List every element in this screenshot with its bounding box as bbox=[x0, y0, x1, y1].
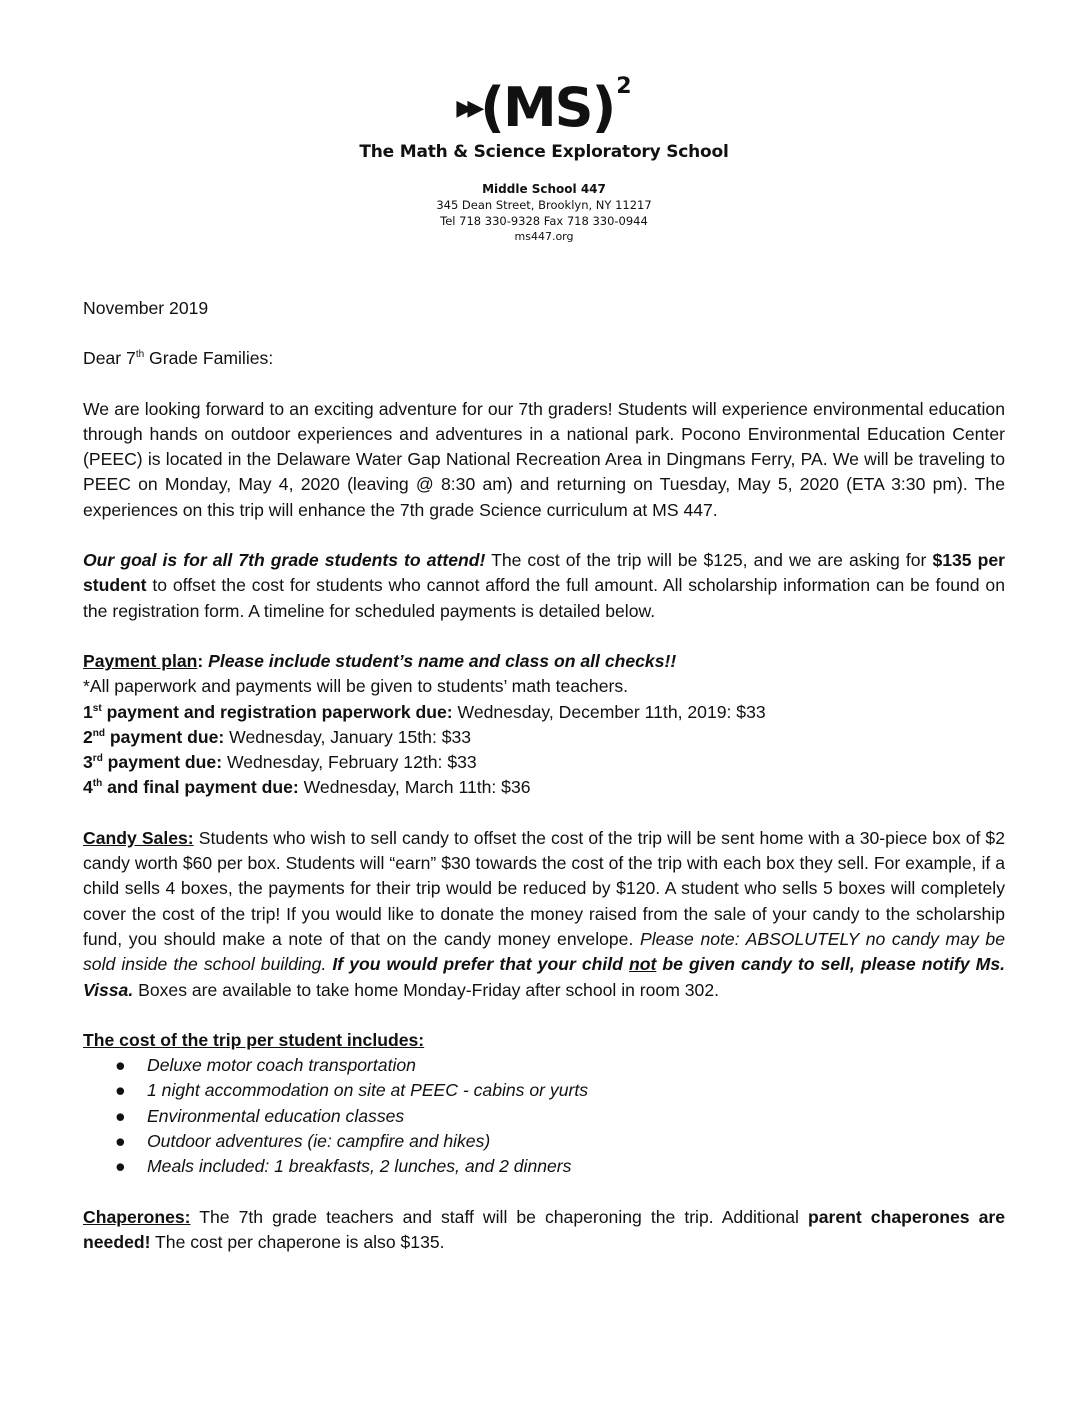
list-item bbox=[83, 1154, 1005, 1179]
includes-section bbox=[83, 1028, 1005, 1180]
paperwork-note: *All paperwork and payments will be given to students’ math teachers. bbox=[83, 676, 629, 697]
payment-label: payment due: bbox=[105, 726, 225, 747]
letter-date: November 2019 bbox=[83, 298, 209, 318]
payment-value: Wednesday, February 12th: $33 bbox=[222, 752, 477, 773]
chaperones-text-2: The cost per chaperone is also $135. bbox=[150, 1231, 445, 1252]
payment-ordinal: rd bbox=[92, 753, 103, 765]
list-item bbox=[83, 1104, 1005, 1129]
logo-superscript: 2 bbox=[616, 74, 632, 99]
salutation-text-end: Grade Families: bbox=[144, 348, 274, 369]
list-item-text: 1 night accommodation on site at PEEC - cabins or yurts bbox=[147, 1080, 589, 1101]
payment-ordinal: th bbox=[92, 778, 103, 790]
chaperones-paragraph bbox=[83, 1205, 1005, 1256]
payment-label: payment and registration paperwork due: bbox=[101, 701, 453, 722]
bullet-icon: ● bbox=[115, 1105, 126, 1126]
bullet-icon: ● bbox=[115, 1131, 126, 1152]
candy-text-2: Boxes are available to take home Monday-Friday after school in room 302. bbox=[133, 979, 720, 1000]
payment-label: and final payment due: bbox=[102, 777, 299, 798]
payment-item bbox=[83, 775, 1005, 800]
payment-number: 1 bbox=[83, 701, 93, 722]
goal-text-1: The cost of the trip will be $125, and we are asking for bbox=[485, 550, 933, 571]
school-phone: Tel 718 330-9328 Fax 718 330-0944 bbox=[440, 214, 648, 228]
candy-notify-not: not bbox=[628, 954, 657, 975]
list-item-text: Meals included: 1 breakfasts, 2 lunches, and 2 dinners bbox=[147, 1156, 572, 1177]
candy-note: Please note: ABSOLUTELY no candy may be sold inside the school building. bbox=[83, 928, 1005, 975]
payment-plan-heading: Payment plan bbox=[83, 650, 198, 671]
intro-paragraph: We are looking forward to an exciting adventure for our 7th graders! Students will experience environmental education through hands on outdoor experiences and adventures in a national park. Pocono Environmental Education Center (PEEC) is located in the Delaware Water Gap National Recreation Area in Dingmans Ferry, PA. We will be traveling to PEEC on Monday, May 4, 2020 (leaving @ 8:30 am) and returning on Tuesday, May 5, 2020 (ETA 3:30 pm). The experiences on this trip will enhance the 7th grade Science curriculum at MS 447. bbox=[83, 398, 1005, 520]
bullet-icon: ● bbox=[115, 1055, 126, 1076]
candy-notify-1: If you would prefer that your child bbox=[326, 954, 629, 975]
payment-label: payment due: bbox=[102, 752, 223, 773]
chaperones-text-1: The 7th grade teachers and staff will be chaperoning the trip. Additional bbox=[190, 1206, 808, 1227]
list-item bbox=[83, 1129, 1005, 1154]
goal-paragraph bbox=[83, 548, 1005, 624]
payment-item bbox=[83, 700, 1005, 725]
payment-ordinal: nd bbox=[92, 727, 106, 739]
letterhead bbox=[0, 74, 1088, 245]
payment-plan-colon: : bbox=[197, 650, 209, 671]
goal-statement: Our goal is for all 7th grade students to attend! bbox=[83, 550, 486, 571]
payment-number: 2 bbox=[83, 726, 93, 747]
candy-notify-2: be given candy to sell, please notify Ms. Vissa. bbox=[83, 954, 1005, 1000]
fast-forward-icon: ▶▶ bbox=[456, 96, 479, 121]
salutation-text: Dear 7 bbox=[83, 348, 136, 369]
payment-value: Wednesday, December 11th, 2019: $33 bbox=[452, 701, 766, 722]
payment-item bbox=[83, 750, 1005, 775]
payment-ordinal: st bbox=[92, 702, 102, 714]
payment-number: 3 bbox=[83, 752, 93, 773]
payment-value: Wednesday, January 15th: $33 bbox=[224, 726, 472, 747]
candy-text-1: Students who wish to sell candy to offset the cost of the trip will be sent home with a 30-piece box of $2 candy worth $60 per box. Students will “earn” $30 towards the cost of the trip with each box they sell. For example, if a child sells 4 boxes, the payments for their trip would be reduced by $120. A student who sells 5 boxes will completely cover the cost of the trip! If you would like to donate the money raised from the sale of your candy to the scholarship fund, you should make a note of that on the candy money envelope. bbox=[83, 827, 1006, 949]
list-item-text: Deluxe motor coach transportation bbox=[147, 1055, 416, 1076]
school-logo bbox=[0, 74, 1088, 142]
includes-list bbox=[83, 1053, 1005, 1179]
bullet-icon: ● bbox=[115, 1080, 126, 1101]
payment-plan-section bbox=[83, 649, 1005, 801]
payment-plan-note: Please include student’s name and class on all checks!! bbox=[208, 650, 677, 671]
list-item-text: Environmental education classes bbox=[147, 1105, 405, 1126]
chaperones-heading: Chaperones: bbox=[83, 1206, 191, 1227]
goal-text-2: to offset the cost for students who cannot afford the full amount. All scholarship information can be found on the registration form. A timeline for scheduled payments is detailed below. bbox=[83, 575, 1005, 621]
list-item-text: Outdoor adventures (ie: campfire and hikes) bbox=[147, 1131, 491, 1152]
salutation-sup: th bbox=[135, 349, 145, 361]
bullet-icon: ● bbox=[115, 1156, 126, 1177]
school-address: 345 Dean Street, Brooklyn, NY 11217 bbox=[436, 198, 652, 212]
logo-text: (MS) bbox=[480, 76, 615, 139]
school-name: The Math & Science Exploratory School bbox=[359, 142, 729, 162]
school-number: Middle School 447 bbox=[482, 182, 606, 196]
payment-number: 4 bbox=[83, 777, 93, 798]
includes-heading: The cost of the trip per student includes: bbox=[83, 1029, 425, 1050]
candy-paragraph bbox=[83, 826, 1005, 1003]
list-item bbox=[83, 1078, 1005, 1103]
list-item bbox=[83, 1053, 1005, 1078]
goal-amount: $135 per student bbox=[83, 550, 1005, 596]
salutation bbox=[83, 346, 1005, 371]
chaperones-needed: parent chaperones are needed! bbox=[83, 1206, 1005, 1252]
payment-plan-heading-line bbox=[83, 649, 1005, 674]
letter-body bbox=[83, 296, 1005, 1255]
candy-heading: Candy Sales: bbox=[83, 827, 194, 848]
school-website: ms447.org bbox=[514, 230, 574, 243]
payment-item bbox=[83, 725, 1005, 750]
payment-value: Wednesday, March 11th: $36 bbox=[298, 777, 531, 798]
